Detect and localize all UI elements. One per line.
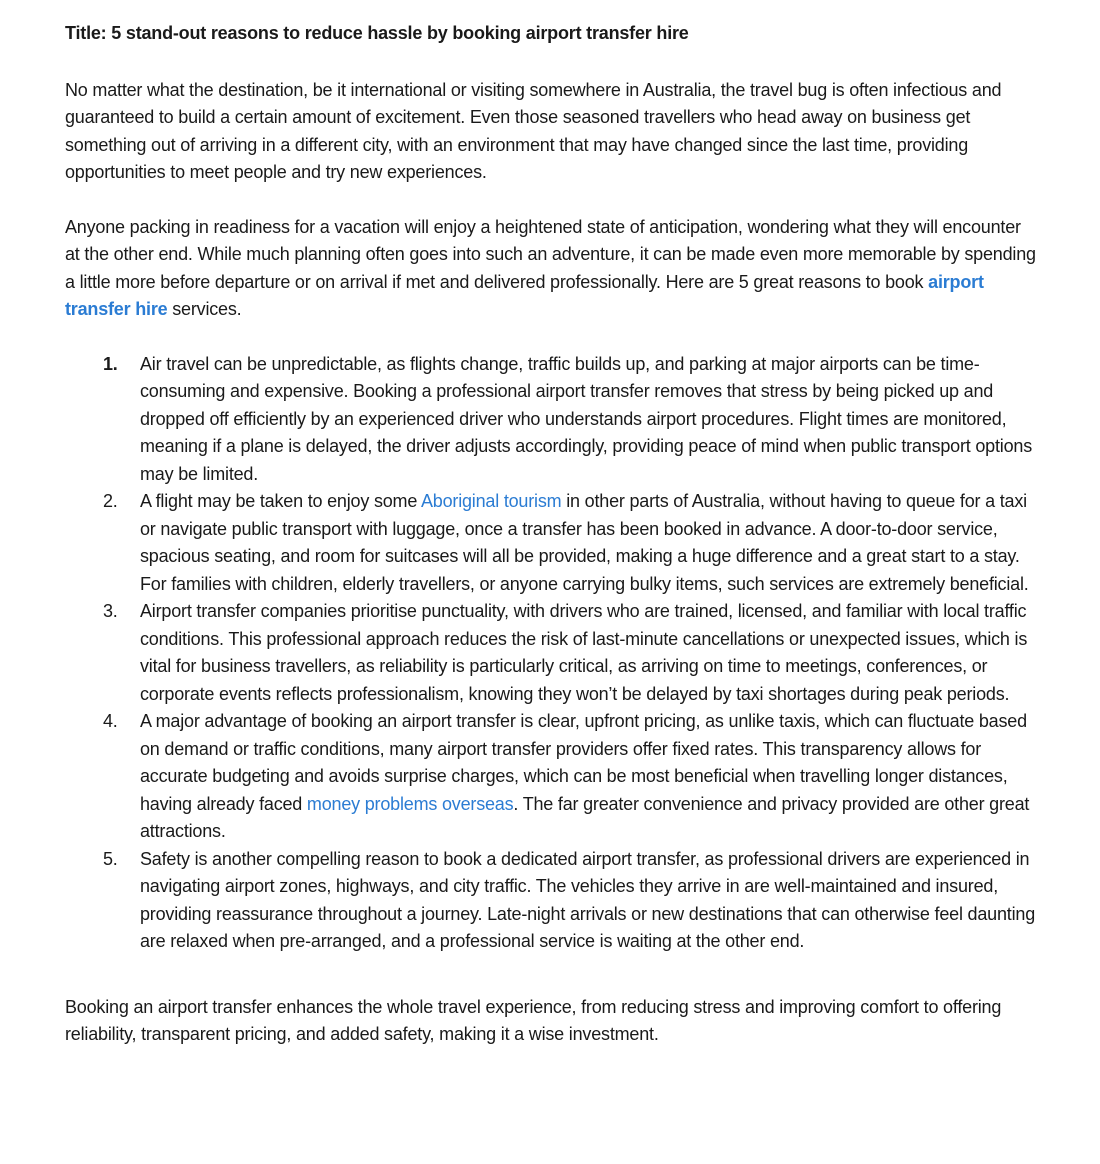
list-item-4-text-before: A major advantage of booking an airport transfer is clear, upfront pricing, as unlike taxis, which can fluctuate based on demand or traffic conditions, many airport transfer providers offer fixed rates. This transparency allows for accurate budgeting and avoids surprise charges, which can be most beneficial when travelling longer distances, having already faced [140,711,1027,814]
intro-paragraph-2-text-after: services. [167,299,242,319]
intro-paragraph-1: No matter what the destination, be it international or visiting somewhere in Australia, the travel bug is often infectious and guaranteed to build a certain amount of excitement. Even those seasoned travellers who head away on business get something out of arriving in a different city, with an environment that may have changed since the last time, providing opportunities to meet people and try new experiences. [65,79,1002,182]
list-item-5-number: 5. [103,848,118,869]
intro-paragraph-2-text-before: Anyone packing in readiness for a vacation will enjoy a heightened state of anticipation, wondering what they will encounter at the other end. While much planning often goes into such an adventure, it can be made even more memorable by spending a little more before departure or on arrival if met and delivered professionally. Here are 5 great reasons to book [65,216,1036,292]
list-item-4-text-after: . The far greater convenience and privacy provided are other great attractions. [140,793,1030,841]
intro-paragraph-2 [65,214,1036,324]
list-item-3-number: 3. [103,601,118,621]
list-item-2-text-after: in other parts of Australia, without having to queue for a taxi or navigate public transport with luggage, once a transfer has been booked in advance. A door-to-door service, spacious seating, and room for suitcases will all be provided, making a huge difference and a great start to a stay. For families with children, elderly travellers, or anyone carrying bulky items, such services are extremely beneficial. [140,491,1029,594]
reasons-list [65,351,1036,956]
list-item-1-text: Air travel can be unpredictable, as flights change, traffic builds up, and parking at major airports can be time-consuming and expensive. Booking a professional airport transfer removes that stress by being picked up and dropped off efficiently by an experienced driver who understands airport procedures. Flight times are monitored, meaning if a plane is delayed, the driver adjusts accordingly, providing peace of mind when public transport options may be limited. [140,353,1032,484]
closing-paragraph: Booking an airport transfer enhances the whole travel experience, from reducing stress and improving comfort to offering reliability, transparent pricing, and added safety, making it a wise investment. [65,996,1002,1044]
list-item-4-number: 4. [103,711,118,731]
list-item-2-number: 2. [103,491,118,511]
list-item-3-text: Airport transfer companies prioritise punctuality, with drivers who are trained, licensed, and familiar with local traffic conditions. This professional approach reduces the risk of last-minute cancellations or unexpected issues, which is vital for business travellers, as reliability is particularly critical, as arriving on time to meetings, conferences, or corporate events reflects professionalism, knowing they won’t be delayed by taxi shortages during peak periods. [140,601,1028,704]
list-item-2 [65,488,1036,598]
list-item-1 [65,351,1036,489]
document-title: Title: 5 stand-out reasons to reduce hassle by booking airport transfer hire [65,23,689,43]
aboriginal-tourism-link[interactable]: Aboriginal tourism [420,491,562,511]
list-item-5 [65,846,1036,956]
list-item-5-text: Safety is another compelling reason to book a dedicated airport transfer, as professional drivers are experienced in navigating airport zones, highways, and city traffic. The vehicles they arrive in are well-maintained and insured, providing reassurance throughout a journey. Late-night arrivals or new destinations that can otherwise feel daunting are relaxed when pre-arranged, and a professional service is waiting at the other end. [140,848,1036,951]
list-item-2-text-before: A flight may be taken to enjoy some [140,491,421,511]
airport-transfer-hire-link[interactable]: airport transfer hire [65,271,984,319]
list-item-4 [65,708,1036,846]
list-item-3 [65,598,1036,708]
money-problems-overseas-link[interactable]: money problems overseas [306,793,514,814]
list-item-1-number: 1. [103,353,118,374]
